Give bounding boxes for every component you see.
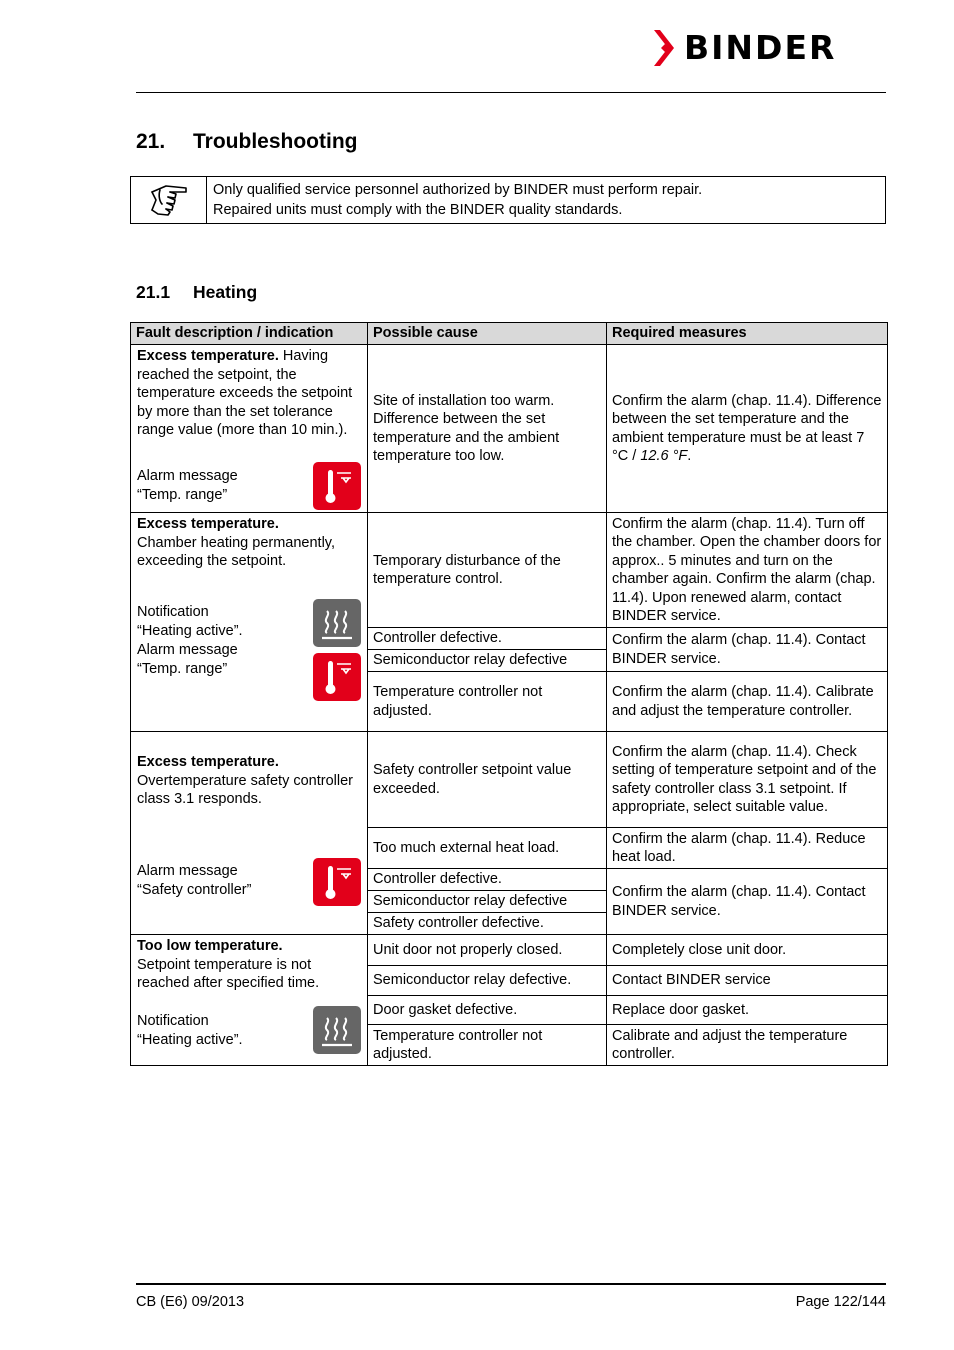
measure-cell: Confirm the alarm (chap. 11.4). Check setting of temperature setpoint and of the safety controller class 3.1 setpoint. If appropriate, select suitable value. [607, 732, 888, 828]
binder-arrow-icon [654, 30, 680, 66]
notification-label: Notification “Heating active”. Alarm message “Temp. range” [137, 604, 243, 677]
pointing-hand-icon [131, 177, 207, 223]
cause-cell: Site of installation too warm. Difference between the set temperature and the ambient temperature too low. [368, 345, 607, 513]
measure-cell: Confirm the alarm (chap. 11.4). Difference between the set temperature and the ambient temperature must be at least 7 °C / 12.6 °F. [607, 345, 888, 513]
notification-label: Notification “Heating active”. [137, 1013, 243, 1048]
cause-cell: Controller defective. [368, 869, 607, 891]
cause-cell: Semiconductor relay defective [368, 650, 607, 672]
table-row [131, 513, 888, 628]
heating-active-icon [313, 599, 361, 647]
table-row [131, 732, 888, 828]
table-row [131, 935, 888, 966]
cause-cell: Temperature controller not adjusted. [368, 672, 607, 732]
fault-cell: Excess temperature. Having reached the setpoint, the temperature exceeds the setpoint by more than the set tolerance range value (more than 10 min.). Alarm message “Temp. range” [131, 345, 368, 513]
fault-cell: Too low temperature. Setpoint temperature is not reached after specified time. Notification “Heating active”. [131, 935, 368, 1066]
cause-cell: Safety controller setpoint value exceeded. [368, 732, 607, 828]
table-row [131, 345, 888, 513]
fault-cell: Excess temperature. Overtemperature safety controller class 3.1 responds. Alarm message “Safety controller” [131, 732, 368, 935]
measure-cell: Completely close unit door. [607, 935, 888, 966]
troubleshooting-table [130, 322, 888, 1066]
cause-cell: Temporary disturbance of the temperature control. [368, 513, 607, 628]
temperature-alarm-icon [313, 858, 361, 906]
measure-cell: Confirm the alarm (chap. 11.4). Turn off the chamber. Open the chamber doors for approx.. 5 minutes and turn on the chamber again. Confirm the alarm (chap. 11.4). Upon renewed alarm, contact BINDER service. [607, 513, 888, 628]
cause-cell: Safety controller defective. [368, 913, 607, 935]
column-header: Possible cause [368, 323, 607, 345]
cause-cell: Unit door not properly closed. [368, 935, 607, 966]
measure-cell: Confirm the alarm (chap. 11.4). Reduce heat load. [607, 828, 888, 869]
cause-cell: Semiconductor relay defective [368, 891, 607, 913]
measure-cell: Calibrate and adjust the temperature controller. [607, 1025, 888, 1066]
cause-cell: Semiconductor relay defective. [368, 966, 607, 996]
binder-logo [654, 30, 836, 66]
fault-cell: Excess temperature. Chamber heating permanently, exceeding the setpoint. Notification “Heating active”. Alarm message “Temp. range” [131, 513, 368, 732]
temperature-alarm-icon [313, 653, 361, 701]
cause-cell: Controller defective. [368, 628, 607, 650]
alarm-label: Alarm message “Temp. range” [137, 468, 238, 503]
section-title: 21.1 Heating [136, 282, 258, 302]
brand-name: BINDER [684, 28, 837, 67]
header-rule [136, 92, 886, 93]
measure-cell: Confirm the alarm (chap. 11.4). Contact BINDER service. [607, 869, 888, 935]
temperature-alarm-icon [313, 462, 361, 510]
note-line-2: Repaired units must comply with the BINDER quality standards. [213, 201, 623, 218]
page-title: 21. Troubleshooting [136, 130, 358, 153]
column-header: Required measures [607, 323, 888, 345]
alarm-label: Alarm message “Safety controller” [137, 863, 252, 898]
heating-active-icon [313, 1006, 361, 1054]
measure-cell: Contact BINDER service [607, 966, 888, 996]
safety-note [130, 176, 886, 224]
measure-cell: Confirm the alarm (chap. 11.4). Calibrate and adjust the temperature controller. [607, 672, 888, 732]
note-line-1: Only qualified service personnel authorized by BINDER must perform repair. [213, 182, 703, 198]
cause-cell: Door gasket defective. [368, 996, 607, 1025]
footer-document-id: CB (E6) 09/2013 [136, 1294, 245, 1310]
cause-cell: Too much external heat load. [368, 828, 607, 869]
footer-rule [136, 1283, 886, 1285]
measure-cell: Confirm the alarm (chap. 11.4). Contact BINDER service. [607, 628, 888, 672]
measure-cell: Replace door gasket. [607, 996, 888, 1025]
cause-cell: Temperature controller not adjusted. [368, 1025, 607, 1066]
column-header: Fault description / indication [131, 323, 368, 345]
table-header-row [131, 323, 888, 345]
footer-page-number: Page 122/144 [795, 1294, 886, 1310]
